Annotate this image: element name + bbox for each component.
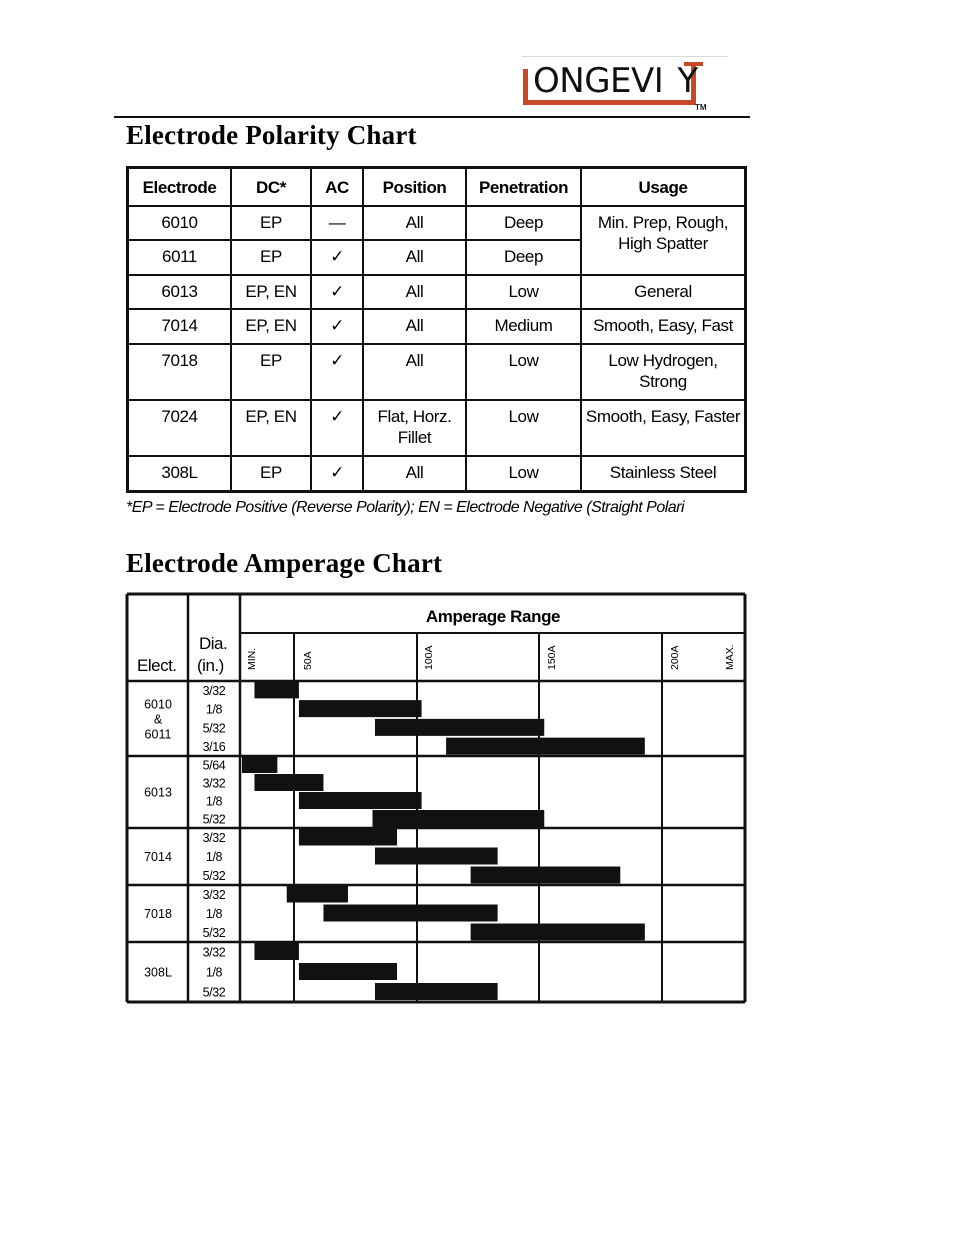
cell-position: Flat, Horz. Fillet	[363, 400, 466, 456]
header-position: Position	[363, 169, 466, 206]
tick-label: 200A	[669, 645, 681, 670]
amperage-bar	[287, 886, 348, 903]
check-icon: ✓	[311, 240, 363, 275]
cell-electrode: 6013	[129, 275, 231, 309]
column-header-dia: Dia.	[199, 634, 228, 653]
amperage-bar	[254, 681, 298, 698]
amperage-bar	[323, 905, 497, 922]
cell-electrode: 6010	[129, 206, 231, 240]
header-usage: Usage	[581, 169, 744, 206]
amperage-bar	[471, 867, 621, 884]
amperage-bar	[254, 943, 298, 960]
electrode-label: 6011	[144, 727, 172, 742]
electrode-label: 7014	[144, 850, 172, 864]
diameter-label: 5/32	[202, 985, 226, 1000]
header-dc: DC*	[231, 169, 311, 206]
amperage-bar	[254, 774, 323, 791]
cell-dc: EP, EN	[231, 309, 311, 344]
diameter-label: 1/8	[205, 850, 223, 864]
amperage-labels	[137, 607, 736, 1000]
cell-usage: Stainless Steel	[581, 456, 744, 491]
amperage-chart-title: Electrode Amperage Chart	[126, 548, 443, 578]
cell-electrode: 7024	[129, 400, 231, 456]
cell-penetration: Deep	[466, 206, 581, 240]
diameter-label: 1/8	[205, 965, 223, 980]
amperage-bars	[242, 681, 645, 1000]
cell-position: All	[363, 344, 466, 400]
electrode-label: 6013	[144, 785, 172, 800]
cell-usage: Min. Prep, Rough, High Spatter	[581, 206, 744, 275]
cell-dc: EP	[231, 206, 311, 240]
cell-penetration: Low	[466, 456, 581, 491]
check-icon: ✓	[311, 275, 363, 309]
cell-penetration: Low	[466, 275, 581, 309]
tick-label: MAX.	[724, 644, 736, 670]
tick-label: MIN.	[246, 647, 258, 670]
amperage-bar	[375, 848, 498, 865]
cell-usage: Smooth, Easy, Fast	[581, 309, 744, 344]
cell-electrode: 6011	[129, 240, 231, 275]
cell-usage: Smooth, Easy, Faster	[581, 400, 744, 456]
tick-label: 150A	[546, 645, 558, 670]
diameter-label: 1/8	[205, 702, 223, 717]
cell-dc: EP, EN	[231, 275, 311, 309]
electrode-label: 308L	[144, 965, 172, 980]
column-header-elect: Elect.	[137, 656, 177, 675]
diameter-label: 3/32	[202, 831, 226, 845]
diameter-label: 3/32	[202, 888, 226, 902]
diameter-label: 5/64	[202, 758, 226, 773]
amperage-bar	[373, 810, 545, 827]
cell-dc: EP	[231, 456, 311, 491]
cell-position: All	[363, 206, 466, 240]
amperage-bar	[375, 719, 544, 736]
polarity-footnote: *EP = Electrode Positive (Reverse Polarity); EN = Electrode Negative (Straight Polari	[126, 499, 685, 516]
polarity-chart-title: Electrode Polarity Chart	[126, 120, 417, 150]
diameter-label: 3/16	[202, 740, 226, 755]
check-icon: ✓	[311, 344, 363, 400]
cell-penetration: Low	[466, 400, 581, 456]
cell-usage: General	[581, 275, 744, 309]
cell-electrode: 7018	[129, 344, 231, 400]
amperage-bar	[299, 829, 397, 846]
electrode-label: 6010	[144, 697, 172, 712]
column-header-dia-unit: (in.)	[197, 656, 224, 675]
diameter-label: 3/32	[202, 945, 226, 960]
tick-label: 50A	[302, 651, 314, 670]
diameter-label: 5/32	[202, 926, 226, 940]
check-icon: ✓	[311, 309, 363, 344]
cell-position: All	[363, 456, 466, 491]
header-electrode: Electrode	[129, 169, 231, 206]
logo-word: ONGEVI	[533, 61, 664, 101]
tick-label: 100A	[423, 645, 435, 670]
cell-electrode: 7014	[129, 309, 231, 344]
diameter-label: 3/32	[202, 776, 226, 791]
cell-penetration: Medium	[466, 309, 581, 344]
amperage-bar	[242, 756, 277, 773]
check-icon: ✓	[311, 456, 363, 491]
cell-position: All	[363, 309, 466, 344]
logo-trademark: TM	[695, 103, 707, 112]
cell-electrode: 308L	[129, 456, 231, 491]
logo-last-letter: Y	[677, 61, 698, 101]
diameter-label: 3/32	[202, 683, 226, 698]
header-penetration: Penetration	[466, 169, 581, 206]
cell-penetration: Deep	[466, 240, 581, 275]
cell-dc: EP, EN	[231, 400, 311, 456]
diameter-label: 5/32	[202, 721, 226, 736]
header-ac: AC	[311, 169, 363, 206]
cell-position: All	[363, 275, 466, 309]
amperage-bar	[446, 738, 645, 755]
cell-penetration: Low	[466, 344, 581, 400]
amperage-bar	[375, 983, 498, 1000]
amperage-bar	[299, 700, 422, 717]
cell-ac: —	[311, 206, 363, 240]
check-icon: ✓	[311, 400, 363, 456]
electrode-label: 7018	[144, 907, 172, 921]
diameter-label: 1/8	[205, 794, 223, 809]
cell-usage: Low Hydrogen, Strong	[581, 344, 744, 400]
diameter-label: 5/32	[202, 869, 226, 883]
amperage-bar	[299, 963, 397, 980]
amperage-bar	[471, 924, 645, 941]
amperage-range-header: Amperage Range	[425, 607, 561, 626]
cell-position: All	[363, 240, 466, 275]
diameter-label: 5/32	[202, 812, 226, 827]
diameter-label: 1/8	[205, 907, 223, 921]
electrode-label: &	[153, 712, 163, 727]
amperage-bar	[299, 792, 422, 809]
cell-dc: EP	[231, 344, 311, 400]
cell-dc: EP	[231, 240, 311, 275]
